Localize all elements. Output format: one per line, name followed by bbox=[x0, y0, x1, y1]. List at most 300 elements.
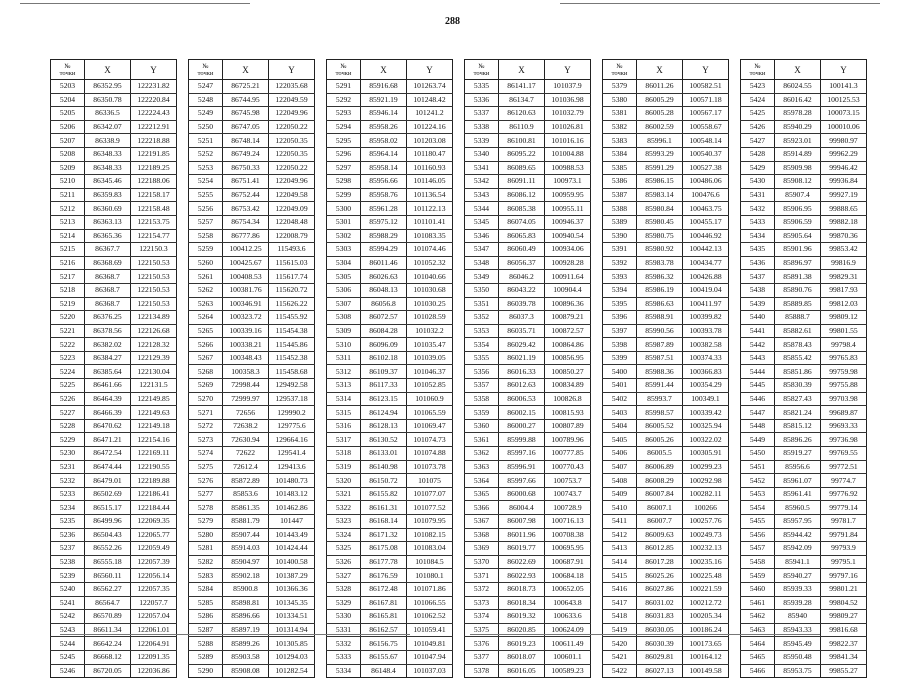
x-value-cell: 86018.07 bbox=[499, 650, 545, 664]
y-value-cell: 101030.68 bbox=[407, 283, 453, 297]
point-number-cell: 5302 bbox=[327, 229, 361, 243]
point-number-cell: 5329 bbox=[327, 596, 361, 610]
y-value-cell: 122150.53 bbox=[131, 297, 177, 311]
table-row bbox=[51, 297, 177, 311]
y-value-cell: 101447 bbox=[269, 515, 315, 529]
point-number-cell: 5211 bbox=[51, 188, 85, 202]
x-value-cell: 86471.21 bbox=[85, 433, 131, 447]
table-row bbox=[51, 365, 177, 379]
x-value-cell: 86360.69 bbox=[85, 202, 131, 216]
point-number-cell: 5214 bbox=[51, 229, 85, 243]
x-value-cell: 86155.67 bbox=[361, 650, 407, 664]
x-value-cell: 86172.48 bbox=[361, 582, 407, 596]
point-number-cell: 5218 bbox=[51, 283, 85, 297]
point-number-cell: 5212 bbox=[51, 202, 85, 216]
y-value-cell: 101062.52 bbox=[407, 610, 453, 624]
y-value-cell: 122061.01 bbox=[131, 623, 177, 637]
point-number-cell: 5351 bbox=[465, 297, 499, 311]
x-value-cell: 86156.75 bbox=[361, 637, 407, 651]
table-row bbox=[603, 338, 729, 352]
table-row bbox=[189, 582, 315, 596]
point-number-cell: 5338 bbox=[465, 120, 499, 134]
point-number-cell: 5407 bbox=[603, 460, 637, 474]
x-value-cell: 86031.83 bbox=[637, 610, 683, 624]
table-row bbox=[741, 107, 867, 121]
y-value-cell: 100904.4 bbox=[545, 283, 591, 297]
y-value-cell: 99816.68 bbox=[821, 623, 867, 637]
table-row bbox=[51, 569, 177, 583]
table-row bbox=[603, 365, 729, 379]
x-value-cell: 86752.44 bbox=[223, 188, 269, 202]
y-value-cell: 101083.35 bbox=[407, 229, 453, 243]
point-number-cell: 5254 bbox=[189, 175, 223, 189]
point-number-cell: 5278 bbox=[189, 501, 223, 515]
point-number-word: точки bbox=[611, 69, 628, 77]
table-row bbox=[741, 515, 867, 529]
table-row bbox=[327, 406, 453, 420]
x-value-cell: 86562.27 bbox=[85, 582, 131, 596]
x-value-cell: 85909.98 bbox=[775, 161, 821, 175]
y-value-cell: 100571.18 bbox=[683, 93, 729, 107]
table-row bbox=[51, 283, 177, 297]
x-value-cell: 86089.65 bbox=[499, 161, 545, 175]
y-value-cell: 101069.47 bbox=[407, 419, 453, 433]
y-value-cell: 122049.59 bbox=[269, 93, 315, 107]
x-value-cell: 85961.41 bbox=[775, 487, 821, 501]
x-value-cell: 86086.12 bbox=[499, 188, 545, 202]
y-value-cell: 122212.91 bbox=[131, 120, 177, 134]
x-value-cell: 85996.1 bbox=[637, 134, 683, 148]
point-number-cell: 5422 bbox=[603, 664, 637, 678]
y-value-cell: 99816.9 bbox=[821, 256, 867, 270]
y-value-cell: 101028.59 bbox=[407, 311, 453, 325]
x-value-cell: 85942.09 bbox=[775, 542, 821, 556]
point-number-cell: 5446 bbox=[741, 392, 775, 406]
table-row bbox=[327, 161, 453, 175]
x-value-cell: 86016.33 bbox=[499, 365, 545, 379]
point-number-cell: 5358 bbox=[465, 392, 499, 406]
y-value-cell: 100282.11 bbox=[683, 487, 729, 501]
x-value-cell: 85905.64 bbox=[775, 229, 821, 243]
y-value-cell: 129664.16 bbox=[269, 433, 315, 447]
x-value-cell: 85980.75 bbox=[637, 229, 683, 243]
x-value-cell: 86027.86 bbox=[637, 582, 683, 596]
point-number-cell: 5391 bbox=[603, 243, 637, 257]
table-row bbox=[603, 351, 729, 365]
x-value-cell: 86363.13 bbox=[85, 215, 131, 229]
y-value-cell: 100652.05 bbox=[545, 582, 591, 596]
table-row bbox=[51, 555, 177, 569]
x-value-cell: 85940.27 bbox=[775, 569, 821, 583]
point-number-cell: 5276 bbox=[189, 474, 223, 488]
y-value-cell: 101334.51 bbox=[269, 610, 315, 624]
table-row bbox=[51, 460, 177, 474]
x-value-cell: 86368.7 bbox=[85, 283, 131, 297]
x-value-cell: 85923.01 bbox=[775, 134, 821, 148]
y-value-cell: 122059.49 bbox=[131, 542, 177, 556]
y-value-cell: 100419.04 bbox=[683, 283, 729, 297]
point-number-cell: 5438 bbox=[741, 283, 775, 297]
table-row bbox=[603, 392, 729, 406]
point-number-cell: 5292 bbox=[327, 93, 361, 107]
table-row bbox=[189, 161, 315, 175]
point-number-cell: 5434 bbox=[741, 229, 775, 243]
table-row bbox=[741, 270, 867, 284]
x-value-cell: 100381.76 bbox=[223, 283, 269, 297]
point-number-cell: 5274 bbox=[189, 447, 223, 461]
table-row bbox=[603, 297, 729, 311]
table-row bbox=[465, 555, 591, 569]
point-number-cell: 5206 bbox=[51, 120, 85, 134]
y-value-cell: 100815.93 bbox=[545, 406, 591, 420]
table-row bbox=[465, 474, 591, 488]
y-value-cell: 101032.79 bbox=[545, 107, 591, 121]
table-row bbox=[741, 664, 867, 678]
point-number-cell: 5341 bbox=[465, 161, 499, 175]
point-number-cell: 5263 bbox=[189, 297, 223, 311]
x-value-cell: 85827.43 bbox=[775, 392, 821, 406]
point-number-cell: 5235 bbox=[51, 515, 85, 529]
x-value-cell: 86552.26 bbox=[85, 542, 131, 556]
table-row bbox=[327, 650, 453, 664]
point-number-cell: 5287 bbox=[189, 623, 223, 637]
x-value-cell: 86007.1 bbox=[637, 501, 683, 515]
coordinate-table bbox=[602, 59, 729, 678]
y-value-cell: 99946.42 bbox=[821, 161, 867, 175]
x-value-cell: 86464.39 bbox=[85, 392, 131, 406]
x-value-cell: 86368.7 bbox=[85, 270, 131, 284]
point-number-cell: 5266 bbox=[189, 338, 223, 352]
point-number-cell: 5403 bbox=[603, 406, 637, 420]
point-number-cell: 5327 bbox=[327, 569, 361, 583]
y-value-cell: 100601.1 bbox=[545, 650, 591, 664]
y-value-cell: 100349.1 bbox=[683, 392, 729, 406]
x-value-cell: 86002.15 bbox=[499, 406, 545, 420]
point-number-cell: 5349 bbox=[465, 270, 499, 284]
table-row bbox=[603, 107, 729, 121]
y-value-cell: 115615.03 bbox=[269, 256, 315, 270]
y-value-cell: 100366.83 bbox=[683, 365, 729, 379]
table-row bbox=[465, 120, 591, 134]
y-value-cell: 99829.31 bbox=[821, 270, 867, 284]
x-header: X bbox=[775, 60, 821, 80]
x-value-cell: 85990.56 bbox=[637, 324, 683, 338]
point-number-cell: 5230 bbox=[51, 447, 85, 461]
point-number-cell: 5322 bbox=[327, 501, 361, 515]
table-row bbox=[327, 120, 453, 134]
table-row bbox=[327, 447, 453, 461]
point-number-cell: 5328 bbox=[327, 582, 361, 596]
y-value-cell: 100850.27 bbox=[545, 365, 591, 379]
y-value-cell: 99870.36 bbox=[821, 229, 867, 243]
x-value-cell: 85878.43 bbox=[775, 338, 821, 352]
point-number-symbol: № bbox=[616, 62, 623, 70]
y-value-cell: 101101.41 bbox=[407, 215, 453, 229]
table-row bbox=[51, 351, 177, 365]
table-row bbox=[51, 120, 177, 134]
table-row bbox=[465, 324, 591, 338]
point-number-word: точки bbox=[749, 69, 766, 77]
point-number-cell: 5459 bbox=[741, 569, 775, 583]
point-number-cell: 5397 bbox=[603, 324, 637, 338]
x-value-cell: 86504.43 bbox=[85, 528, 131, 542]
top-rule-left bbox=[20, 3, 250, 4]
table-row bbox=[189, 419, 315, 433]
x-value-cell: 86378.56 bbox=[85, 324, 131, 338]
table-row bbox=[465, 215, 591, 229]
point-number-cell: 5415 bbox=[603, 569, 637, 583]
y-value-cell: 122149.18 bbox=[131, 419, 177, 433]
page-number: 288 bbox=[445, 16, 460, 27]
y-value-cell: 100777.85 bbox=[545, 447, 591, 461]
y-header: Y bbox=[545, 60, 591, 80]
point-number-header bbox=[465, 60, 499, 80]
table-row bbox=[51, 515, 177, 529]
y-value-cell: 101077.52 bbox=[407, 501, 453, 515]
x-value-cell: 86011.26 bbox=[637, 80, 683, 94]
point-number-cell: 5412 bbox=[603, 528, 637, 542]
x-value-cell: 85961.28 bbox=[361, 202, 407, 216]
x-value-cell: 85851.86 bbox=[775, 365, 821, 379]
table-row bbox=[603, 664, 729, 678]
y-value-cell: 129413.6 bbox=[269, 460, 315, 474]
y-value-cell: 100864.86 bbox=[545, 338, 591, 352]
y-header: Y bbox=[821, 60, 867, 80]
x-value-cell: 100412.25 bbox=[223, 243, 269, 257]
point-number-cell: 5318 bbox=[327, 447, 361, 461]
y-value-cell: 115620.72 bbox=[269, 283, 315, 297]
x-value-cell: 86027.13 bbox=[637, 664, 683, 678]
table-header-row bbox=[189, 60, 315, 80]
point-number-cell: 5265 bbox=[189, 324, 223, 338]
x-value-cell: 86642.24 bbox=[85, 637, 131, 651]
table-row bbox=[603, 324, 729, 338]
table-row bbox=[51, 582, 177, 596]
point-number-cell: 5367 bbox=[465, 515, 499, 529]
x-value-cell: 85899.26 bbox=[223, 637, 269, 651]
y-value-cell: 100374.33 bbox=[683, 351, 729, 365]
x-value-cell: 86007.7 bbox=[637, 515, 683, 529]
point-number-cell: 5418 bbox=[603, 610, 637, 624]
table-row bbox=[465, 175, 591, 189]
y-value-cell: 100232.13 bbox=[683, 542, 729, 556]
y-value-cell: 100073.15 bbox=[821, 107, 867, 121]
point-number-cell: 5296 bbox=[327, 147, 361, 161]
table-row bbox=[465, 596, 591, 610]
table-row bbox=[189, 215, 315, 229]
point-number-cell: 5450 bbox=[741, 447, 775, 461]
point-number-cell: 5242 bbox=[51, 610, 85, 624]
point-number-cell: 5253 bbox=[189, 161, 223, 175]
point-number-cell: 5395 bbox=[603, 297, 637, 311]
x-value-cell: 85888.7 bbox=[775, 311, 821, 325]
y-value-cell: 122050.35 bbox=[269, 134, 315, 148]
point-number-cell: 5366 bbox=[465, 501, 499, 515]
table-row bbox=[603, 406, 729, 420]
table-row bbox=[51, 161, 177, 175]
x-value-cell: 85943.33 bbox=[775, 623, 821, 637]
table-row bbox=[51, 406, 177, 420]
x-value-cell: 85997.16 bbox=[499, 447, 545, 461]
x-value-cell: 100339.16 bbox=[223, 324, 269, 338]
point-number-cell: 5456 bbox=[741, 528, 775, 542]
table-row bbox=[189, 147, 315, 161]
point-number-cell: 5312 bbox=[327, 365, 361, 379]
table-row bbox=[741, 243, 867, 257]
x-value-cell: 86084.28 bbox=[361, 324, 407, 338]
x-value-cell: 85907.44 bbox=[223, 528, 269, 542]
point-number-cell: 5228 bbox=[51, 419, 85, 433]
y-value-cell: 122189.88 bbox=[131, 474, 177, 488]
point-number-cell: 5241 bbox=[51, 596, 85, 610]
table-row bbox=[327, 243, 453, 257]
y-value-cell: 101387.29 bbox=[269, 569, 315, 583]
point-number-cell: 5350 bbox=[465, 283, 499, 297]
x-value-cell: 86165.81 bbox=[361, 610, 407, 624]
table-row bbox=[741, 474, 867, 488]
y-value-cell: 122049.58 bbox=[269, 188, 315, 202]
y-value-cell: 99779.14 bbox=[821, 501, 867, 515]
y-value-cell: 122231.82 bbox=[131, 80, 177, 94]
table-row bbox=[741, 460, 867, 474]
y-value-cell: 100339.42 bbox=[683, 406, 729, 420]
x-value-cell: 86043.22 bbox=[499, 283, 545, 297]
table-row bbox=[51, 175, 177, 189]
y-value-cell: 100988.53 bbox=[545, 161, 591, 175]
x-value-cell: 85975.12 bbox=[361, 215, 407, 229]
x-value-cell: 85988.91 bbox=[637, 311, 683, 325]
x-value-cell: 85998.57 bbox=[637, 406, 683, 420]
y-value-cell: 115617.74 bbox=[269, 270, 315, 284]
x-value-cell: 85898.81 bbox=[223, 596, 269, 610]
x-value-cell: 86046.2 bbox=[499, 270, 545, 284]
table-row bbox=[465, 134, 591, 148]
table-row bbox=[189, 555, 315, 569]
y-value-cell: 99812.03 bbox=[821, 297, 867, 311]
point-number-cell: 5400 bbox=[603, 365, 637, 379]
table-row bbox=[465, 650, 591, 664]
table-row bbox=[189, 542, 315, 556]
point-number-cell: 5222 bbox=[51, 338, 85, 352]
point-number-cell: 5441 bbox=[741, 324, 775, 338]
y-value-cell: 101065.59 bbox=[407, 406, 453, 420]
y-value-cell: 101036.98 bbox=[545, 93, 591, 107]
y-value-cell: 122191.85 bbox=[131, 147, 177, 161]
y-value-cell: 99980.97 bbox=[821, 134, 867, 148]
y-value-cell: 99962.29 bbox=[821, 147, 867, 161]
table-row bbox=[51, 650, 177, 664]
table-row bbox=[189, 270, 315, 284]
point-number-cell: 5375 bbox=[465, 623, 499, 637]
table-row bbox=[465, 256, 591, 270]
table-row bbox=[327, 147, 453, 161]
x-value-cell: 86037.3 bbox=[499, 311, 545, 325]
point-number-cell: 5261 bbox=[189, 270, 223, 284]
point-number-cell: 5421 bbox=[603, 650, 637, 664]
x-header: X bbox=[637, 60, 683, 80]
point-number-cell: 5346 bbox=[465, 229, 499, 243]
x-value-cell: 85891.38 bbox=[775, 270, 821, 284]
y-value-cell: 101066.55 bbox=[407, 596, 453, 610]
point-number-cell: 5224 bbox=[51, 365, 85, 379]
point-number-cell: 5364 bbox=[465, 474, 499, 488]
table-row bbox=[189, 664, 315, 678]
table-row bbox=[327, 474, 453, 488]
point-number-cell: 5298 bbox=[327, 175, 361, 189]
x-value-cell: 86124.94 bbox=[361, 406, 407, 420]
y-value-cell: 101314.94 bbox=[269, 623, 315, 637]
point-number-cell: 5447 bbox=[741, 406, 775, 420]
table-row bbox=[189, 202, 315, 216]
x-value-cell: 86385.64 bbox=[85, 365, 131, 379]
table-row bbox=[603, 175, 729, 189]
x-value-cell: 86095.22 bbox=[499, 147, 545, 161]
point-number-cell: 5433 bbox=[741, 215, 775, 229]
table-row bbox=[741, 229, 867, 243]
y-value-cell: 122057.35 bbox=[131, 582, 177, 596]
y-value-cell: 122069.35 bbox=[131, 515, 177, 529]
x-value-cell: 85908.12 bbox=[775, 175, 821, 189]
table-row bbox=[465, 297, 591, 311]
y-value-cell: 101060.9 bbox=[407, 392, 453, 406]
x-value-cell: 85961.07 bbox=[775, 474, 821, 488]
point-number-cell: 5464 bbox=[741, 637, 775, 651]
point-number-cell: 5437 bbox=[741, 270, 775, 284]
point-number-header bbox=[741, 60, 775, 80]
x-value-cell: 86018.34 bbox=[499, 596, 545, 610]
table-row bbox=[189, 528, 315, 542]
point-number-cell: 5237 bbox=[51, 542, 85, 556]
y-value-cell: 100442.13 bbox=[683, 243, 729, 257]
point-number-cell: 5379 bbox=[603, 80, 637, 94]
x-value-cell: 85958.14 bbox=[361, 161, 407, 175]
y-value-cell: 100959.95 bbox=[545, 188, 591, 202]
table-row bbox=[741, 542, 867, 556]
point-number-symbol: № bbox=[340, 62, 347, 70]
table-row bbox=[465, 447, 591, 461]
table-row bbox=[327, 433, 453, 447]
y-value-cell: 122150.53 bbox=[131, 283, 177, 297]
point-number-cell: 5354 bbox=[465, 338, 499, 352]
y-value-cell: 122049.96 bbox=[269, 107, 315, 121]
y-value-cell: 101136.54 bbox=[407, 188, 453, 202]
table-row bbox=[189, 487, 315, 501]
table-row bbox=[603, 147, 729, 161]
point-number-cell: 5401 bbox=[603, 379, 637, 393]
y-value-cell: 100789.96 bbox=[545, 433, 591, 447]
point-number-cell: 5225 bbox=[51, 379, 85, 393]
y-value-cell: 99755.88 bbox=[821, 379, 867, 393]
point-number-cell: 5227 bbox=[51, 406, 85, 420]
point-number-cell: 5251 bbox=[189, 134, 223, 148]
y-value-cell: 115493.6 bbox=[269, 243, 315, 257]
y-value-cell: 100399.82 bbox=[683, 311, 729, 325]
point-number-cell: 5428 bbox=[741, 147, 775, 161]
y-value-cell: 122050.22 bbox=[269, 161, 315, 175]
point-number-cell: 5236 bbox=[51, 528, 85, 542]
table-row bbox=[327, 188, 453, 202]
point-number-cell: 5300 bbox=[327, 202, 361, 216]
y-value-cell: 122056.14 bbox=[131, 569, 177, 583]
point-number-cell: 5310 bbox=[327, 338, 361, 352]
point-number-cell: 5357 bbox=[465, 379, 499, 393]
point-number-cell: 5205 bbox=[51, 107, 85, 121]
point-number-cell: 5210 bbox=[51, 175, 85, 189]
point-number-cell: 5387 bbox=[603, 188, 637, 202]
y-value-cell: 122158.17 bbox=[131, 188, 177, 202]
x-value-cell: 86130.52 bbox=[361, 433, 407, 447]
x-value-cell: 86148.4 bbox=[361, 664, 407, 678]
